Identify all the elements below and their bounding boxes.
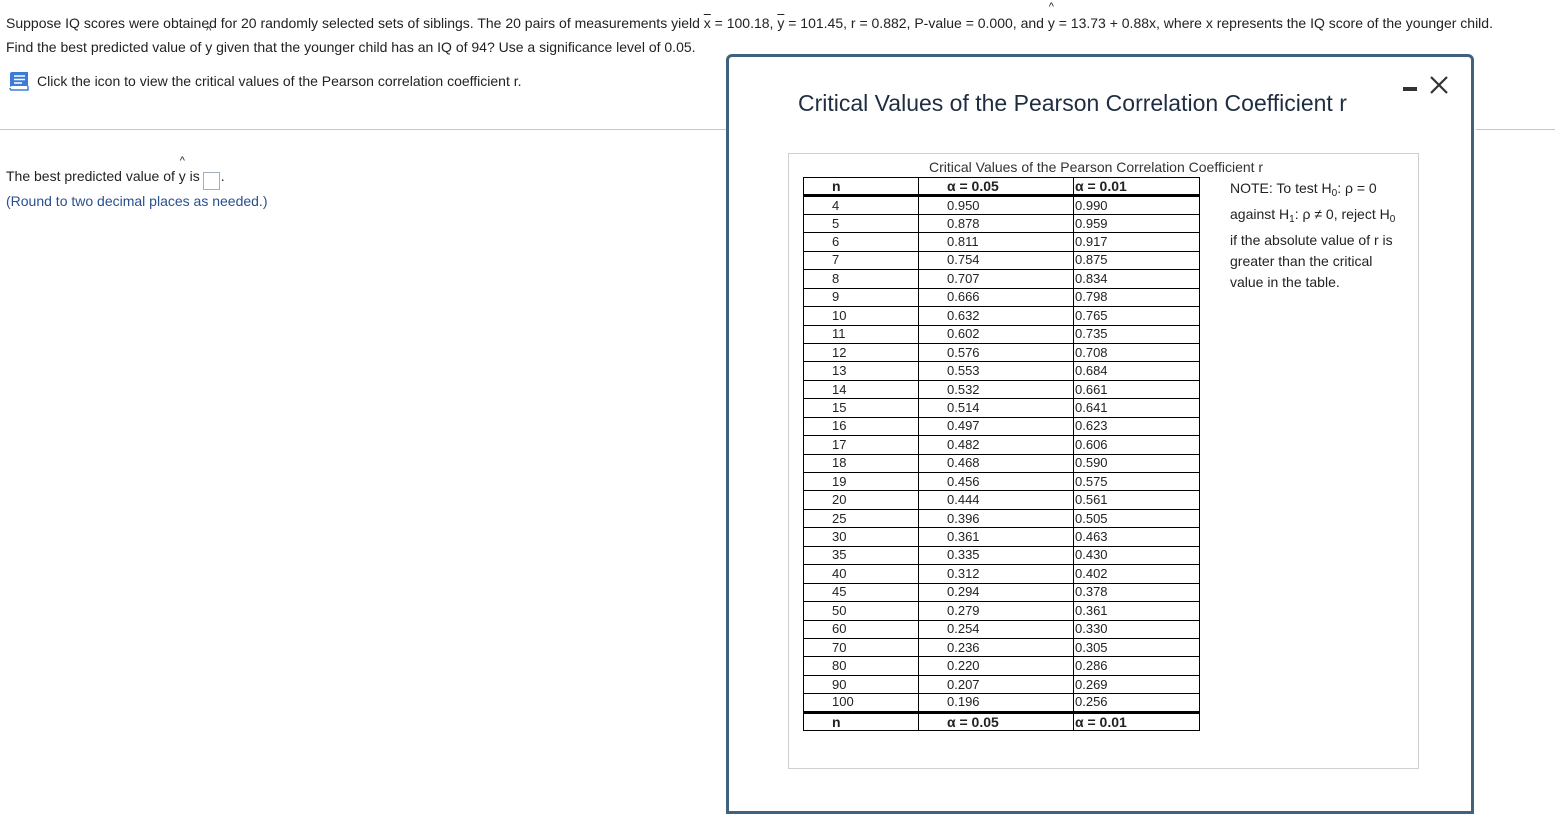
cell-n: 50 — [804, 602, 919, 620]
table-row — [804, 565, 1200, 583]
table-row — [804, 638, 1200, 656]
cell-alpha-05: 0.361 — [919, 528, 1074, 546]
footer-alpha-01: α = 0.01 — [1074, 712, 1200, 730]
cell-n: 12 — [804, 343, 919, 361]
cell-n: 100 — [804, 694, 919, 712]
cell-alpha-01: 0.402 — [1074, 565, 1200, 583]
table-row — [804, 620, 1200, 638]
table-row — [804, 473, 1200, 491]
table-footer-row — [804, 712, 1200, 730]
cell-alpha-05: 0.468 — [919, 454, 1074, 472]
cell-n: 80 — [804, 657, 919, 675]
cell-alpha-05: 0.666 — [919, 288, 1074, 306]
cell-alpha-05: 0.207 — [919, 675, 1074, 693]
cell-alpha-01: 0.708 — [1074, 343, 1200, 361]
cell-alpha-05: 0.602 — [919, 325, 1074, 343]
cell-alpha-01: 0.505 — [1074, 509, 1200, 527]
cell-alpha-05: 0.878 — [919, 214, 1074, 232]
cell-alpha-05: 0.294 — [919, 583, 1074, 601]
cell-alpha-01: 0.269 — [1074, 675, 1200, 693]
cell-alpha-01: 0.959 — [1074, 214, 1200, 232]
table-row — [804, 343, 1200, 361]
cell-n: 25 — [804, 509, 919, 527]
header-alpha-05: α = 0.05 — [919, 178, 1074, 196]
question-line-1: Suppose IQ scores were obtained for 20 randomly selected sets of siblings. The 20 pairs of measurements yield $\overline{x} = 100.18$, $\overline{y} = 101.45$, r = 0.882, P-value = 0.000, and ^ y = 13.73 + 0.88x, where x represents the IQ score of the younger child. — [6, 11, 1551, 35]
cell-n: 70 — [804, 638, 919, 656]
book-icon[interactable] — [7, 71, 30, 91]
cell-alpha-05: 0.254 — [919, 620, 1074, 638]
table-row — [804, 491, 1200, 509]
answer-area — [6, 165, 267, 212]
cell-alpha-05: 0.444 — [919, 491, 1074, 509]
cell-alpha-01: 0.463 — [1074, 528, 1200, 546]
divider — [0, 129, 728, 130]
cell-alpha-01: 0.834 — [1074, 270, 1200, 288]
table-row — [804, 325, 1200, 343]
table-row — [804, 270, 1200, 288]
cell-alpha-01: 0.875 — [1074, 251, 1200, 269]
cell-n: 10 — [804, 307, 919, 325]
cell-alpha-05: 0.514 — [919, 399, 1074, 417]
cell-n: 30 — [804, 528, 919, 546]
y-hat-symbol: ^ y — [179, 165, 186, 187]
cell-alpha-01: 0.575 — [1074, 473, 1200, 491]
footer-n: n — [804, 712, 919, 730]
cell-n: 20 — [804, 491, 919, 509]
y-hat-symbol: ^ y — [205, 35, 212, 59]
table-row — [804, 694, 1200, 712]
table-row — [804, 380, 1200, 398]
table-row — [804, 657, 1200, 675]
cell-n: 18 — [804, 454, 919, 472]
cell-alpha-05: 0.279 — [919, 602, 1074, 620]
answer-input[interactable] — [203, 172, 220, 190]
cell-alpha-05: 0.754 — [919, 251, 1074, 269]
cell-n: 9 — [804, 288, 919, 306]
table-row — [804, 399, 1200, 417]
cell-alpha-05: 0.456 — [919, 473, 1074, 491]
help-link-label[interactable]: Click the icon to view the critical values of the Pearson correlation coefficient r. — [37, 73, 522, 89]
cell-n: 35 — [804, 546, 919, 564]
table-row — [804, 417, 1200, 435]
table-row — [804, 288, 1200, 306]
cell-alpha-01: 0.684 — [1074, 362, 1200, 380]
rounding-instruction: (Round to two decimal places as needed.) — [6, 192, 268, 209]
cell-alpha-01: 0.661 — [1074, 380, 1200, 398]
table-row — [804, 251, 1200, 269]
cell-n: 60 — [804, 620, 919, 638]
cell-alpha-05: 0.497 — [919, 417, 1074, 435]
cell-alpha-05: 0.335 — [919, 546, 1074, 564]
cell-alpha-05: 0.236 — [919, 638, 1074, 656]
table-row — [804, 583, 1200, 601]
minimize-icon[interactable] — [1401, 81, 1419, 95]
cell-alpha-05: 0.482 — [919, 436, 1074, 454]
cell-n: 7 — [804, 251, 919, 269]
close-icon[interactable] — [1428, 74, 1450, 96]
cell-alpha-01: 0.430 — [1074, 546, 1200, 564]
table-row — [804, 307, 1200, 325]
cell-alpha-05: 0.220 — [919, 657, 1074, 675]
cell-alpha-01: 0.917 — [1074, 233, 1200, 251]
cell-alpha-01: 0.361 — [1074, 602, 1200, 620]
cell-alpha-01: 0.590 — [1074, 454, 1200, 472]
table-row — [804, 196, 1200, 214]
table-row — [804, 362, 1200, 380]
question-text — [6, 11, 1551, 59]
table-row — [804, 528, 1200, 546]
table-row — [804, 675, 1200, 693]
cell-alpha-05: 0.811 — [919, 233, 1074, 251]
x-bar-symbol: $\overline{x}$ — [703, 15, 711, 31]
cell-alpha-05: 0.196 — [919, 694, 1074, 712]
cell-n: 19 — [804, 473, 919, 491]
cell-alpha-05: 0.576 — [919, 343, 1074, 361]
cell-alpha-01: 0.735 — [1074, 325, 1200, 343]
cell-alpha-05: 0.312 — [919, 565, 1074, 583]
cell-alpha-05: 0.707 — [919, 270, 1074, 288]
table-caption: Critical Values of the Pearson Correlation Coefficient r — [929, 159, 1264, 175]
cell-alpha-01: 0.256 — [1074, 694, 1200, 712]
cell-alpha-01: 0.305 — [1074, 638, 1200, 656]
cell-n: 15 — [804, 399, 919, 417]
cell-alpha-01: 0.765 — [1074, 307, 1200, 325]
cell-alpha-01: 0.623 — [1074, 417, 1200, 435]
cell-alpha-01: 0.561 — [1074, 491, 1200, 509]
cell-alpha-01: 0.378 — [1074, 583, 1200, 601]
cell-n: 40 — [804, 565, 919, 583]
dialog-title: Critical Values of the Pearson Correlation Coefficient r — [798, 90, 1347, 116]
critical-values-table-panel — [788, 153, 1419, 769]
critical-values-dialog — [726, 54, 1474, 814]
cell-n: 11 — [804, 325, 919, 343]
critical-values-table — [803, 177, 1200, 731]
table-row — [804, 546, 1200, 564]
cell-n: 8 — [804, 270, 919, 288]
footer-alpha-05: α = 0.05 — [919, 712, 1074, 730]
answer-line: The best predicted value of ^ y is . — [6, 165, 267, 190]
cell-n: 90 — [804, 675, 919, 693]
cell-n: 4 — [804, 196, 919, 214]
cell-n: 45 — [804, 583, 919, 601]
question-line-2: Find the best predicted value of ^ y given that the younger child has an IQ of 94? Use a significance level of 0.05. — [6, 35, 1551, 59]
table-row — [804, 436, 1200, 454]
y-hat-symbol: ^ y — [1048, 11, 1055, 35]
header-alpha-01: α = 0.01 — [1074, 178, 1200, 196]
cell-alpha-05: 0.532 — [919, 380, 1074, 398]
table-header-row — [804, 178, 1200, 196]
cell-alpha-05: 0.950 — [919, 196, 1074, 214]
cell-n: 6 — [804, 233, 919, 251]
cell-alpha-01: 0.990 — [1074, 196, 1200, 214]
table-row — [804, 509, 1200, 527]
hypothesis-note: NOTE: To test $H_0$: ρ = 0 against $H_1$: ρ ≠ 0, reject $H_0$ if the absolute value of r is greater than the critical value in the table. — [1230, 180, 1396, 290]
table-row — [804, 602, 1200, 620]
table-row — [804, 454, 1200, 472]
cell-alpha-01: 0.330 — [1074, 620, 1200, 638]
cell-alpha-01: 0.798 — [1074, 288, 1200, 306]
cell-alpha-05: 0.632 — [919, 307, 1074, 325]
cell-alpha-01: 0.641 — [1074, 399, 1200, 417]
view-critical-values-link[interactable] — [7, 71, 522, 91]
cell-n: 5 — [804, 214, 919, 232]
cell-alpha-01: 0.606 — [1074, 436, 1200, 454]
table-row — [804, 214, 1200, 232]
header-n: n — [804, 178, 919, 196]
cell-alpha-01: 0.286 — [1074, 657, 1200, 675]
cell-alpha-05: 0.553 — [919, 362, 1074, 380]
divider — [1476, 129, 1555, 130]
cell-n: 17 — [804, 436, 919, 454]
y-bar-symbol: $\overline{y}$ — [777, 15, 785, 31]
table-row — [804, 233, 1200, 251]
cell-n: 16 — [804, 417, 919, 435]
cell-n: 13 — [804, 362, 919, 380]
cell-alpha-05: 0.396 — [919, 509, 1074, 527]
cell-n: 14 — [804, 380, 919, 398]
